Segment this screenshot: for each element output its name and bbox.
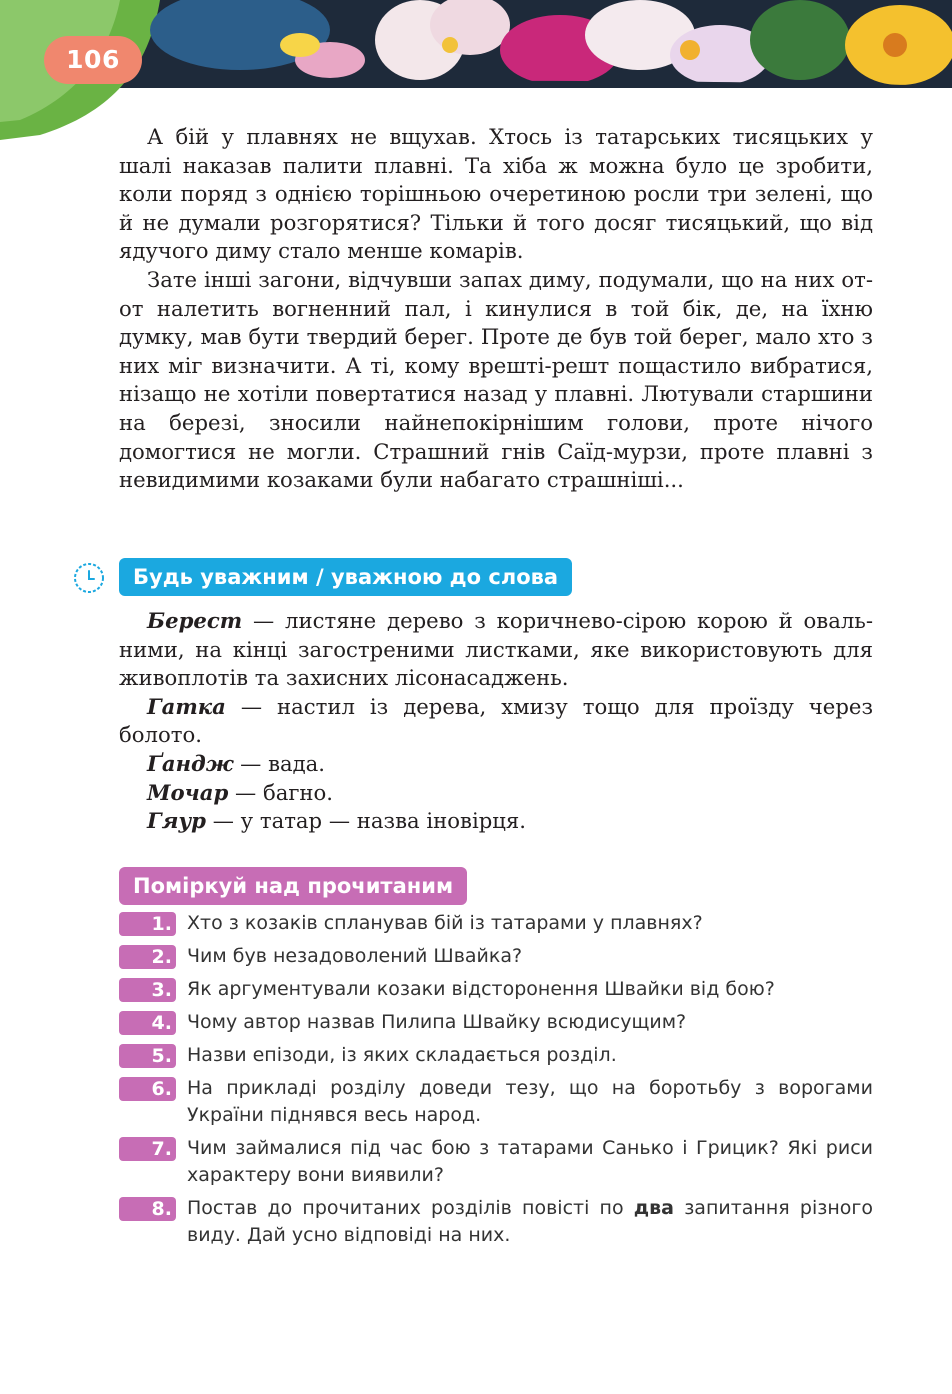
vocabulary-entry: [119, 779, 873, 808]
question-text: На прикладі розділу доведи тезу, що на боротьбу з ворогами України піднявся весь народ.: [187, 1077, 873, 1126]
story-text: [119, 123, 873, 495]
vocabulary-term: Гатка: [147, 693, 226, 719]
vocabulary-list: [119, 607, 873, 836]
vocabulary-definition: — вада.: [233, 750, 326, 776]
question-text: Назви епізоди, із яких складається розділ.: [187, 1044, 617, 1066]
vocabulary-entry: [119, 750, 873, 779]
question-number: 4.: [119, 1011, 176, 1035]
vocabulary-term: Берест: [147, 608, 243, 633]
question-number: 1.: [119, 912, 176, 936]
paragraph: Зате інші загони, відчувши запах диму, подумали, що на них от-от налетить вогненний пал, і кинулися в той бік, де, на їхню думку, мав бути твердий берег. Проте де був той берег, мало хто з них міг визначити. А ті, кому врешті-решт пощастило вибратися, нізащо не хотіли повертатися назад у плавні. Лютували старшини на березі, зносили найнепокірнішим голови, проте нічого домогтися не могли. Страшний гнів Саїд-мурзи, проте плавні з невидимими козаками були набагато страшніші...: [119, 266, 873, 493]
question-number: 6.: [119, 1077, 176, 1101]
question-text: [187, 1195, 873, 1249]
vocabulary-entry: [119, 693, 873, 750]
page-number: 106: [44, 36, 142, 84]
question-number: 8.: [119, 1197, 176, 1221]
questions-heading: Поміркуй над прочитаним: [119, 867, 467, 905]
vocabulary-definition: — у татар — назва іновірця.: [205, 808, 527, 834]
vocabulary-entry: [119, 607, 873, 693]
question-number: 2.: [119, 945, 176, 969]
question-text-emphasis: два: [633, 1197, 674, 1219]
floral-banner: [0, 0, 952, 140]
vocabulary-term: Мочар: [147, 779, 229, 805]
vocabulary-term: Гяур: [147, 808, 206, 834]
paragraph: А бій у плавнях не вщухав. Хтось із татарських тисяцьких у шалі наказав палити плавні. Та хіба ж можна було це зробити, коли поряд з однією торішньою очеретиною росли три зелені, що й не думали розгорятися? Тільки й того досяг тисяцький, що від ядучого диму стало менше комарів.: [119, 124, 873, 264]
vocabulary-definition: — листяне дерево з коричнево-сірою корою й овальними, на кінці загостреними листками, яке використовують для живоплотів та захисних лісонасаджень.: [119, 608, 873, 691]
vocabulary-definition: — настил із дерева, хмизу тощо для проїзду через болото.: [119, 693, 873, 748]
vocabulary-definition: — багно.: [228, 779, 334, 805]
clock-icon: [73, 562, 105, 594]
question-text: Чим був незадоволений Швайка?: [187, 945, 523, 967]
question-number: 7.: [119, 1137, 176, 1161]
vocabulary-term: Ґандж: [147, 750, 234, 776]
question-text: Чим займалися під час бою з татарами Санько і Грицик? Які риси характеру вони виявили?: [187, 1137, 873, 1186]
question-text: Хто з козаків спланував бій із татарами у плавнях?: [187, 912, 703, 934]
question-number: 5.: [119, 1044, 176, 1068]
question-text-part: запитання різного виду. Дай усно відповіді на них.: [187, 1197, 873, 1246]
question-text: Чому автор назвав Пилипа Швайку всюдисущим?: [187, 1011, 687, 1033]
vocabulary-entry: [119, 807, 873, 836]
question-text-part: Постав до прочитаних розділів повісті по: [187, 1197, 634, 1219]
vocabulary-heading: Будь уважним / уважною до слова: [119, 558, 572, 596]
question-text: Як аргументували козаки відсторонення Швайки від бою?: [187, 978, 775, 1000]
question-number: 3.: [119, 978, 176, 1002]
